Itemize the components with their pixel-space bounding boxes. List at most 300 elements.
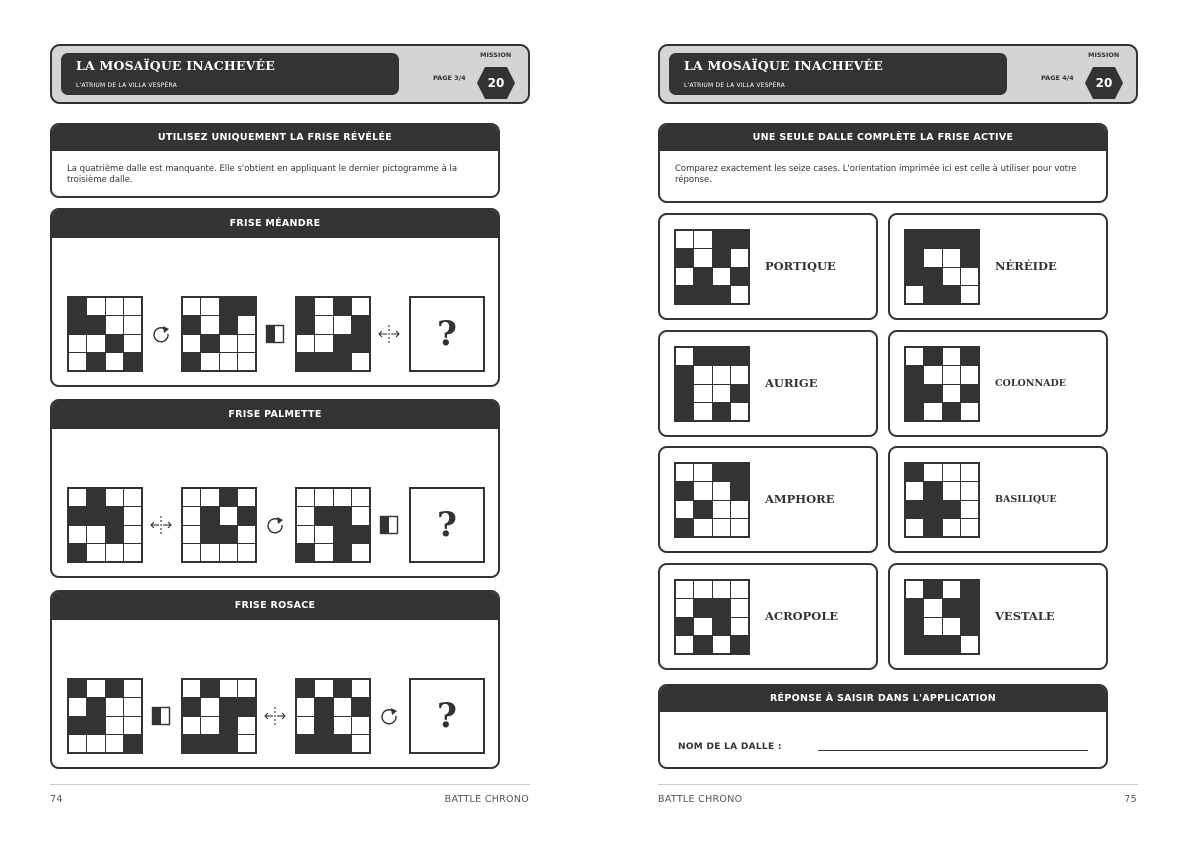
tile-cell — [220, 526, 237, 543]
tile-cell — [352, 735, 369, 752]
tile-cell — [334, 353, 351, 370]
tile-cell — [694, 501, 711, 518]
missing-tile: ? — [409, 487, 485, 563]
mission-subtitle: L'ATRIUM DE LA VILLA VESPÉRA — [76, 82, 177, 89]
tile-cell — [201, 489, 218, 506]
tile-cell — [297, 353, 314, 370]
tile-cell — [731, 268, 748, 285]
tile-cell — [69, 544, 86, 561]
tile-cell — [731, 464, 748, 481]
tile-cell — [183, 526, 200, 543]
tile-cell — [297, 526, 314, 543]
tile-cell — [943, 581, 960, 598]
tile-cell — [297, 489, 314, 506]
mission-header — [658, 44, 1138, 104]
tile-cell — [961, 519, 978, 536]
tile-cell — [906, 501, 923, 518]
tile-cell — [334, 717, 351, 734]
tile-cell — [297, 544, 314, 561]
tile-cell — [201, 507, 218, 524]
tile-cell — [943, 599, 960, 616]
mission-label: MISSION — [480, 51, 512, 59]
tile-cell — [334, 698, 351, 715]
footer-divider — [50, 784, 530, 785]
tile-cell — [87, 698, 104, 715]
tile-cell — [201, 680, 218, 697]
tile-cell — [87, 298, 104, 315]
option-card[interactable] — [888, 330, 1108, 437]
tile-cell — [220, 735, 237, 752]
tile-cell — [183, 489, 200, 506]
option-label: AURIGE — [765, 376, 818, 390]
tile-cell — [676, 366, 693, 383]
tile-cell — [297, 335, 314, 352]
tile-cell — [943, 403, 960, 420]
tile-cell — [906, 519, 923, 536]
tile-cell — [924, 618, 941, 635]
tile-cell — [713, 464, 730, 481]
mosaic-tile — [904, 462, 980, 538]
option-card[interactable] — [658, 563, 878, 670]
tile-cell — [906, 636, 923, 653]
tile-cell — [334, 507, 351, 524]
tile-cell — [943, 249, 960, 266]
tile-cell — [924, 366, 941, 383]
tile-cell — [297, 298, 314, 315]
tile-cell — [676, 286, 693, 303]
tile-cell — [87, 335, 104, 352]
tile-cell — [943, 366, 960, 383]
tile-cell — [943, 464, 960, 481]
tile-cell — [238, 335, 255, 352]
tile-cell — [315, 489, 332, 506]
tile-cell — [106, 298, 123, 315]
tile-cell — [676, 482, 693, 499]
tile-cell — [297, 698, 314, 715]
tile-cell — [694, 385, 711, 402]
tile-cell — [906, 385, 923, 402]
tile-cell — [69, 526, 86, 543]
tile-cell — [106, 353, 123, 370]
tile-cell — [676, 268, 693, 285]
option-label: NÉRÉIDE — [995, 259, 1057, 273]
answer-box — [658, 684, 1108, 769]
tile-cell — [124, 526, 141, 543]
tile-cell — [924, 385, 941, 402]
mosaic-tile — [295, 487, 371, 563]
tile-cell — [87, 735, 104, 752]
tile-cell — [238, 680, 255, 697]
tile-cell — [69, 335, 86, 352]
page-label: PAGE 4/4 — [1041, 74, 1074, 82]
tile-cell — [961, 286, 978, 303]
tile-cell — [924, 231, 941, 248]
split-arrows-icon — [378, 323, 400, 345]
tile-cell — [69, 717, 86, 734]
tile-cell — [713, 366, 730, 383]
frieze-panel — [50, 399, 500, 578]
tile-cell — [69, 316, 86, 333]
header-title-block — [669, 53, 1007, 95]
tile-cell — [906, 403, 923, 420]
tile-cell — [238, 489, 255, 506]
tile-cell — [906, 231, 923, 248]
tile-cell — [201, 717, 218, 734]
instruction-title: UTILISEZ UNIQUEMENT LA FRISE RÉVÉLÉE — [52, 125, 498, 151]
header-title-block — [61, 53, 399, 95]
instruction-text: Comparez exactement les seize cases. L'orientation imprimée ici est celle à utiliser pour votre réponse. — [675, 164, 1077, 185]
tile-cell — [352, 544, 369, 561]
frieze-sequence — [67, 487, 487, 563]
tile-cell — [906, 249, 923, 266]
tile-cell — [676, 231, 693, 248]
tile-cell — [106, 698, 123, 715]
tile-cell — [676, 519, 693, 536]
tile-cell — [87, 507, 104, 524]
tile-cell — [334, 316, 351, 333]
tile-cell — [731, 501, 748, 518]
tile-cell — [731, 403, 748, 420]
tile-cell — [906, 366, 923, 383]
frieze-title: FRISE PALMETTE — [52, 401, 498, 429]
mirror-icon — [378, 514, 400, 536]
tile-cell — [352, 526, 369, 543]
tile-cell — [713, 618, 730, 635]
tile-cell — [352, 698, 369, 715]
answer-title: RÉPONSE À SAISIR DANS L'APPLICATION — [660, 686, 1106, 712]
tile-cell — [220, 489, 237, 506]
tile-cell — [694, 464, 711, 481]
rotate-icon — [150, 323, 172, 345]
tile-cell — [731, 286, 748, 303]
tile-cell — [943, 501, 960, 518]
mission-subtitle: L'ATRIUM DE LA VILLA VESPÉRA — [684, 82, 785, 89]
tile-cell — [906, 286, 923, 303]
tile-cell — [124, 698, 141, 715]
frieze-panel — [50, 208, 500, 387]
tile-cell — [106, 735, 123, 752]
option-label: BASILIQUE — [995, 494, 1057, 505]
tile-cell — [961, 599, 978, 616]
tile-cell — [961, 403, 978, 420]
frieze-title: FRISE MÉANDRE — [52, 210, 498, 238]
mosaic-tile — [181, 296, 257, 372]
tile-cell — [713, 519, 730, 536]
tile-cell — [961, 348, 978, 365]
tile-cell — [943, 636, 960, 653]
tile-cell — [334, 298, 351, 315]
rotate-icon — [378, 705, 400, 727]
tile-cell — [297, 680, 314, 697]
option-label: COLONNADE — [995, 378, 1067, 389]
tile-cell — [183, 717, 200, 734]
tile-cell — [731, 618, 748, 635]
tile-cell — [315, 680, 332, 697]
tile-cell — [694, 403, 711, 420]
tile-cell — [334, 335, 351, 352]
option-card[interactable] — [888, 446, 1108, 553]
mission-label: MISSION — [1088, 51, 1120, 59]
tile-cell — [943, 385, 960, 402]
tile-cell — [352, 680, 369, 697]
tile-cell — [713, 482, 730, 499]
rotate-icon — [264, 514, 286, 536]
tile-cell — [87, 526, 104, 543]
tile-cell — [731, 581, 748, 598]
tile-cell — [315, 353, 332, 370]
instruction-box — [50, 123, 500, 198]
tile-cell — [238, 526, 255, 543]
tile-cell — [713, 403, 730, 420]
tile-cell — [352, 507, 369, 524]
tile-cell — [220, 298, 237, 315]
option-label: PORTIQUE — [765, 259, 836, 273]
tile-cell — [238, 316, 255, 333]
right-page — [608, 0, 1200, 851]
tile-cell — [676, 636, 693, 653]
tile-cell — [924, 249, 941, 266]
tile-cell — [124, 335, 141, 352]
mission-number: 20 — [1095, 76, 1113, 90]
tile-cell — [220, 680, 237, 697]
mosaic-tile — [181, 678, 257, 754]
tile-cell — [676, 249, 693, 266]
tile-cell — [183, 507, 200, 524]
tile-cell — [731, 636, 748, 653]
tile-cell — [315, 507, 332, 524]
tile-cell — [906, 268, 923, 285]
frieze-title: FRISE ROSACE — [52, 592, 498, 620]
tile-cell — [924, 501, 941, 518]
mosaic-tile — [674, 579, 750, 655]
tile-cell — [924, 286, 941, 303]
tile-cell — [238, 298, 255, 315]
tile-cell — [713, 636, 730, 653]
tile-cell — [238, 698, 255, 715]
tile-cell — [924, 482, 941, 499]
tile-cell — [69, 507, 86, 524]
tile-cell — [106, 544, 123, 561]
tile-cell — [924, 268, 941, 285]
tile-cell — [69, 489, 86, 506]
tile-cell — [106, 717, 123, 734]
mirror-icon — [264, 323, 286, 345]
tile-cell — [183, 353, 200, 370]
answer-label: NOM DE LA DALLE : — [678, 742, 782, 752]
tile-cell — [731, 348, 748, 365]
tile-cell — [334, 489, 351, 506]
tile-cell — [961, 268, 978, 285]
tile-cell — [183, 698, 200, 715]
tile-cell — [676, 618, 693, 635]
tile-cell — [713, 231, 730, 248]
tile-cell — [124, 680, 141, 697]
mission-title: LA MOSAÏQUE INACHEVÉE — [684, 58, 884, 73]
tile-cell — [924, 599, 941, 616]
missing-tile: ? — [409, 678, 485, 754]
tile-cell — [124, 544, 141, 561]
tile-cell — [352, 717, 369, 734]
tile-cell — [106, 316, 123, 333]
tile-cell — [183, 316, 200, 333]
tile-cell — [961, 385, 978, 402]
option-card[interactable] — [888, 213, 1108, 320]
page-label: PAGE 3/4 — [433, 74, 466, 82]
tile-cell — [315, 298, 332, 315]
tile-cell — [906, 599, 923, 616]
page-number: 74 — [50, 794, 63, 805]
tile-cell — [906, 581, 923, 598]
tile-cell — [694, 636, 711, 653]
tile-cell — [124, 489, 141, 506]
tile-cell — [731, 482, 748, 499]
tile-cell — [961, 231, 978, 248]
tile-cell — [183, 544, 200, 561]
tile-cell — [731, 231, 748, 248]
footer-brand: BATTLE CHRONO — [444, 794, 529, 805]
tile-cell — [352, 353, 369, 370]
tile-cell — [713, 348, 730, 365]
tile-cell — [352, 489, 369, 506]
tile-cell — [694, 286, 711, 303]
mosaic-tile — [674, 346, 750, 422]
tile-cell — [961, 581, 978, 598]
tile-cell — [676, 348, 693, 365]
tile-cell — [315, 698, 332, 715]
tile-cell — [694, 482, 711, 499]
tile-cell — [315, 316, 332, 333]
tile-cell — [106, 680, 123, 697]
tile-cell — [201, 316, 218, 333]
tile-cell — [961, 249, 978, 266]
tile-cell — [124, 735, 141, 752]
tile-cell — [713, 581, 730, 598]
mosaic-tile — [295, 678, 371, 754]
tile-cell — [183, 680, 200, 697]
tile-cell — [943, 618, 960, 635]
mission-header — [50, 44, 530, 104]
tile-cell — [87, 316, 104, 333]
tile-cell — [106, 489, 123, 506]
tile-cell — [694, 366, 711, 383]
mosaic-tile — [295, 296, 371, 372]
tile-cell — [201, 526, 218, 543]
tile-cell — [731, 385, 748, 402]
instruction-text: La quatrième dalle est manquante. Elle s'obtient en appliquant le dernier pictogramme à la troisième dalle. — [67, 164, 458, 185]
tile-cell — [713, 501, 730, 518]
tile-cell — [87, 544, 104, 561]
mosaic-tile — [904, 346, 980, 422]
frieze-panel — [50, 590, 500, 769]
tile-cell — [713, 249, 730, 266]
mosaic-tile — [181, 487, 257, 563]
option-card[interactable] — [658, 213, 878, 320]
tile-cell — [943, 286, 960, 303]
option-card[interactable] — [658, 330, 878, 437]
tile-cell — [220, 507, 237, 524]
tile-cell — [87, 680, 104, 697]
tile-cell — [352, 316, 369, 333]
option-label: ACROPOLE — [765, 609, 839, 623]
instruction-box — [658, 123, 1108, 203]
mosaic-tile — [67, 296, 143, 372]
tile-cell — [201, 335, 218, 352]
tile-cell — [183, 298, 200, 315]
tile-cell — [731, 599, 748, 616]
tile-cell — [906, 482, 923, 499]
split-arrows-icon — [150, 514, 172, 536]
tile-cell — [220, 544, 237, 561]
tile-cell — [713, 268, 730, 285]
tile-cell — [124, 507, 141, 524]
tile-cell — [943, 482, 960, 499]
tile-cell — [924, 519, 941, 536]
tile-cell — [220, 698, 237, 715]
tile-cell — [943, 348, 960, 365]
mosaic-tile — [674, 229, 750, 305]
tile-cell — [924, 581, 941, 598]
tile-cell — [315, 335, 332, 352]
tile-cell — [713, 599, 730, 616]
tile-cell — [238, 353, 255, 370]
tile-cell — [238, 717, 255, 734]
tile-cell — [297, 507, 314, 524]
option-label: VESTALE — [995, 609, 1055, 623]
tile-cell — [69, 298, 86, 315]
tile-cell — [676, 385, 693, 402]
instruction-title: UNE SEULE DALLE COMPLÈTE LA FRISE ACTIVE — [660, 125, 1106, 151]
tile-cell — [69, 735, 86, 752]
mosaic-tile — [674, 462, 750, 538]
tile-cell — [352, 298, 369, 315]
tile-cell — [183, 735, 200, 752]
tile-cell — [183, 335, 200, 352]
tile-cell — [713, 385, 730, 402]
tile-cell — [906, 464, 923, 481]
tile-cell — [906, 618, 923, 635]
tile-cell — [943, 268, 960, 285]
tile-cell — [961, 464, 978, 481]
tile-cell — [87, 353, 104, 370]
tile-cell — [297, 316, 314, 333]
tile-cell — [201, 298, 218, 315]
tile-cell — [69, 353, 86, 370]
tile-cell — [731, 366, 748, 383]
tile-cell — [943, 519, 960, 536]
option-card[interactable] — [658, 446, 878, 553]
tile-cell — [694, 581, 711, 598]
tile-cell — [924, 403, 941, 420]
tile-cell — [220, 316, 237, 333]
missing-tile: ? — [409, 296, 485, 372]
tile-cell — [676, 581, 693, 598]
footer-brand: BATTLE CHRONO — [658, 794, 743, 805]
tile-cell — [694, 519, 711, 536]
tile-cell — [694, 618, 711, 635]
tile-cell — [961, 366, 978, 383]
tile-cell — [676, 501, 693, 518]
tile-cell — [961, 501, 978, 518]
mission-title: LA MOSAÏQUE INACHEVÉE — [76, 58, 276, 73]
answer-input-line[interactable] — [818, 750, 1088, 751]
option-card[interactable] — [888, 563, 1108, 670]
tile-cell — [315, 544, 332, 561]
tile-cell — [943, 231, 960, 248]
tile-cell — [694, 268, 711, 285]
tile-cell — [731, 519, 748, 536]
mission-number: 20 — [487, 76, 505, 90]
tile-cell — [334, 544, 351, 561]
